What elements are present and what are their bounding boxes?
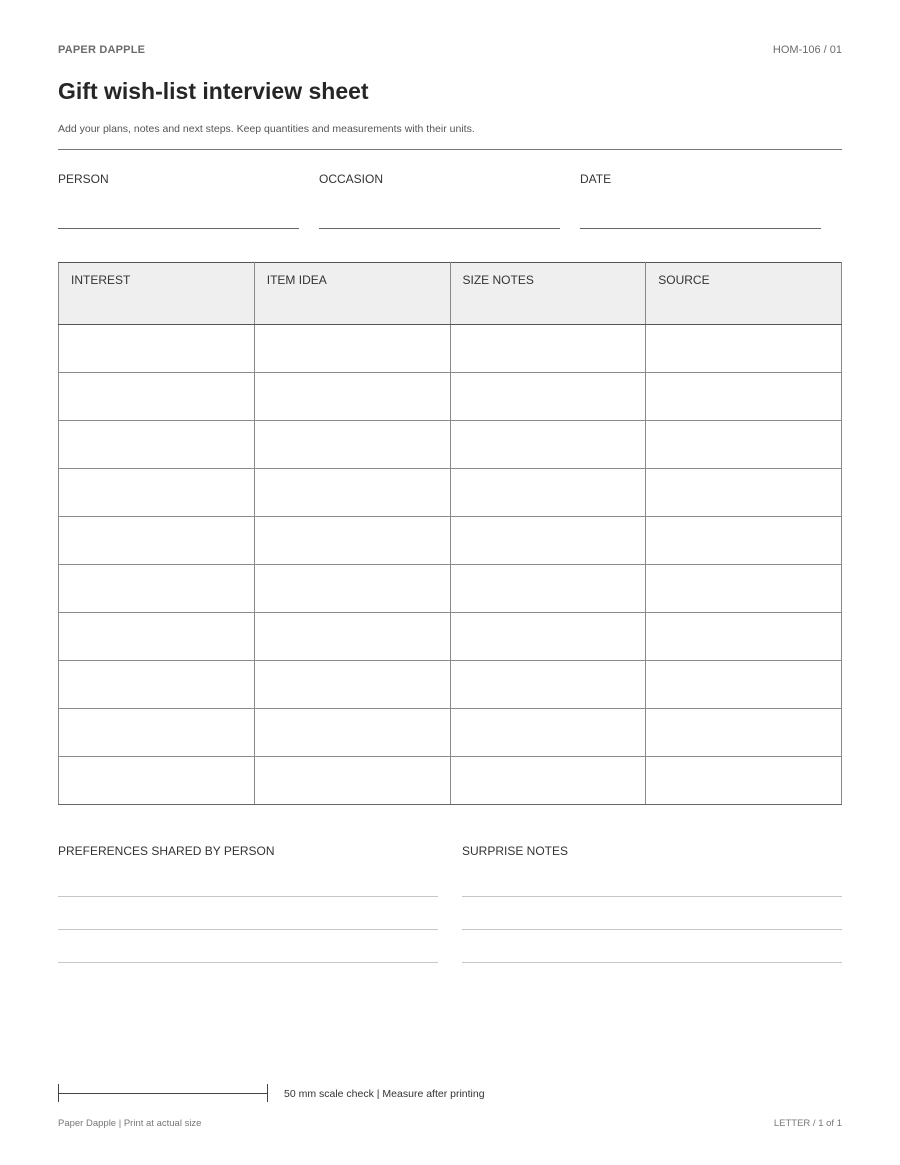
table-row xyxy=(59,757,842,805)
scale-tick-end xyxy=(267,1084,268,1102)
table-row xyxy=(59,517,842,565)
surprise-notes-label: SURPRISE NOTES xyxy=(462,844,569,858)
surprise-notes-line[interactable] xyxy=(462,929,842,930)
page-subtitle: Add your plans, notes and next steps. Keep quantities and measurements with their units. xyxy=(58,123,475,135)
page-title: Gift wish-list interview sheet xyxy=(58,78,369,104)
cell-item-idea[interactable] xyxy=(254,373,450,421)
person-label: PERSON xyxy=(58,172,109,186)
cell-source[interactable] xyxy=(646,757,842,805)
cell-interest[interactable] xyxy=(59,421,255,469)
occasion-label: OCCASION xyxy=(319,172,384,186)
scale-check-bar xyxy=(58,1084,268,1102)
cell-size-notes[interactable] xyxy=(450,325,646,373)
cell-item-idea[interactable] xyxy=(254,421,450,469)
cell-item-idea[interactable] xyxy=(254,613,450,661)
cell-item-idea[interactable] xyxy=(254,661,450,709)
cell-size-notes[interactable] xyxy=(450,757,646,805)
cell-source[interactable] xyxy=(646,469,842,517)
cell-size-notes[interactable] xyxy=(450,565,646,613)
table-header-row xyxy=(59,263,842,325)
cell-interest[interactable] xyxy=(59,709,255,757)
cell-source[interactable] xyxy=(646,565,842,613)
table-row xyxy=(59,421,842,469)
cell-interest[interactable] xyxy=(59,373,255,421)
cell-item-idea[interactable] xyxy=(254,709,450,757)
surprise-notes-line[interactable] xyxy=(462,896,842,897)
date-write-line[interactable] xyxy=(580,228,821,229)
cell-size-notes[interactable] xyxy=(450,661,646,709)
cell-source[interactable] xyxy=(646,325,842,373)
table-row xyxy=(59,325,842,373)
column-header-source: SOURCE xyxy=(646,263,842,325)
cell-item-idea[interactable] xyxy=(254,325,450,373)
cell-interest[interactable] xyxy=(59,757,255,805)
table-row xyxy=(59,373,842,421)
cell-interest[interactable] xyxy=(59,517,255,565)
cell-size-notes[interactable] xyxy=(450,421,646,469)
cell-item-idea[interactable] xyxy=(254,757,450,805)
scale-check-label: 50 mm scale check | Measure after printing xyxy=(284,1088,485,1100)
person-write-line[interactable] xyxy=(58,228,299,229)
cell-item-idea[interactable] xyxy=(254,517,450,565)
cell-source[interactable] xyxy=(646,373,842,421)
scale-bar-line xyxy=(58,1093,267,1094)
surprise-notes-section xyxy=(462,844,842,858)
table-body xyxy=(59,325,842,805)
table-row xyxy=(59,709,842,757)
cell-interest[interactable] xyxy=(59,565,255,613)
cell-interest[interactable] xyxy=(59,325,255,373)
preferences-line[interactable] xyxy=(58,929,438,930)
table-row xyxy=(59,565,842,613)
cell-size-notes[interactable] xyxy=(450,469,646,517)
cell-source[interactable] xyxy=(646,661,842,709)
occasion-field[interactable] xyxy=(319,172,560,186)
table-row xyxy=(59,613,842,661)
cell-interest[interactable] xyxy=(59,613,255,661)
table-row xyxy=(59,469,842,517)
preferences-line[interactable] xyxy=(58,896,438,897)
document-id: HOM-106 / 01 xyxy=(772,44,842,56)
wish-list-table xyxy=(58,262,842,805)
cell-item-idea[interactable] xyxy=(254,469,450,517)
surprise-notes-line[interactable] xyxy=(462,962,842,963)
preferences-label: PREFERENCES SHARED BY PERSON xyxy=(58,844,275,858)
person-field[interactable] xyxy=(58,172,299,186)
cell-source[interactable] xyxy=(646,709,842,757)
cell-source[interactable] xyxy=(646,421,842,469)
column-header-interest: INTEREST xyxy=(59,263,255,325)
cell-source[interactable] xyxy=(646,613,842,661)
cell-size-notes[interactable] xyxy=(450,373,646,421)
column-header-size-notes: SIZE NOTES xyxy=(450,263,646,325)
preferences-section xyxy=(58,844,438,858)
cell-size-notes[interactable] xyxy=(450,517,646,565)
cell-source[interactable] xyxy=(646,517,842,565)
date-label: DATE xyxy=(580,172,612,186)
footer-right: LETTER / 1 of 1 xyxy=(773,1118,842,1129)
brand-name: PAPER DAPPLE xyxy=(58,44,146,56)
cell-interest[interactable] xyxy=(59,661,255,709)
table-row xyxy=(59,661,842,709)
footer-left: Paper Dapple | Print at actual size xyxy=(58,1118,202,1129)
date-field[interactable] xyxy=(580,172,821,186)
cell-item-idea[interactable] xyxy=(254,565,450,613)
preferences-line[interactable] xyxy=(58,962,438,963)
column-header-item-idea: ITEM IDEA xyxy=(254,263,450,325)
cell-interest[interactable] xyxy=(59,469,255,517)
cell-size-notes[interactable] xyxy=(450,613,646,661)
cell-size-notes[interactable] xyxy=(450,709,646,757)
header-divider xyxy=(58,149,842,150)
occasion-write-line[interactable] xyxy=(319,228,560,229)
